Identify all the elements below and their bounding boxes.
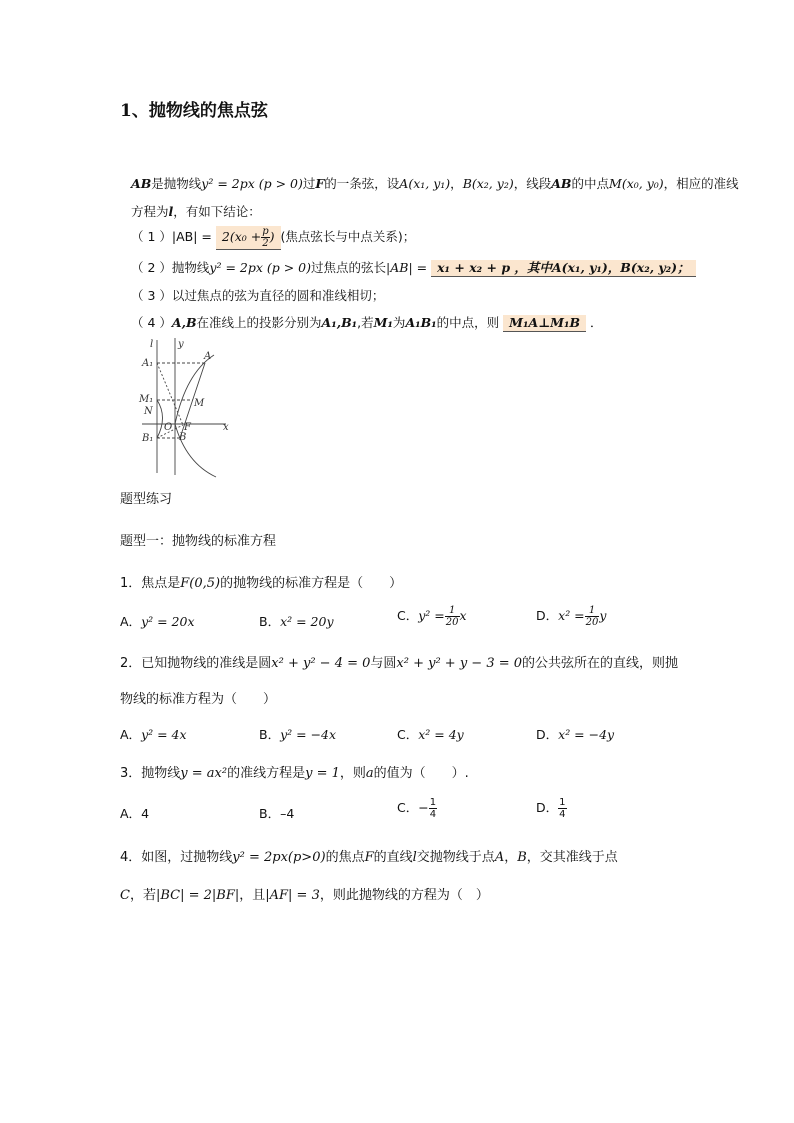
parabola-focal-chord-figure — [128, 335, 238, 480]
intro-line-2: 方程为l，有如下结论： — [131, 204, 261, 219]
conclusion-2: （ 2 ）抛物线y² = 2px (p > 0)过焦点的弦长|AB| = x₁ + x₂ + p ，其中A(x₁, y₁)，B(x₂, y₂)； — [131, 258, 696, 277]
question-4-stem-line-1: 4．如图，过抛物线y² = 2px(p>0)的焦点F的直线l交抛物线于点A，B，交其准线于点 — [120, 850, 618, 865]
label-o: O — [164, 422, 173, 433]
q1-option-c[interactable]: C．y² = $\frac{1}{20}$ x — [397, 605, 467, 628]
q1-option-d[interactable]: D．x² = $\frac{1}{20}$ y — [536, 605, 607, 628]
intro-line-1: AB是抛物线y² = 2px (p > 0)过F的一条弦，设A(x₁, y₁)，B(x₂, y₂)，线段AB的中点M(x₀, y₀)，相应的准线 — [131, 176, 739, 191]
q2-option-d[interactable]: D．x² = −4y — [536, 727, 615, 742]
label-x: x — [223, 422, 229, 433]
label-a1: A₁ — [142, 358, 154, 369]
parabola-diagram — [128, 335, 238, 480]
practice-heading: 题型练习 — [120, 492, 173, 507]
type-1-heading: 题型一：抛物线的标准方程 — [120, 534, 277, 549]
answer-blank-1: 2(x₀ + $\frac{p}{2}$ ) — [216, 226, 281, 250]
label-m: M — [194, 398, 205, 409]
label-l: l — [150, 339, 154, 350]
question-3-stem: 3．抛物线y = ax²的准线方程是y = 1，则a的值为（ ）. — [120, 766, 469, 781]
fraction: $\frac{1}{20}$ — [585, 605, 599, 628]
conclusion-3: （ 3 ）以过焦点的弦为直径的圆和准线相切； — [131, 288, 385, 303]
conclusion-4: （ 4 ）A,B在准线上的投影分别为A₁,B₁,若M₁为A₁B₁的中点，则 M₁A⊥M₁B ． — [131, 315, 603, 330]
label-f: F — [184, 422, 191, 433]
question-2-stem-line-1: 2．已知抛物线的准线是圆x² + y² − 4 = 0与圆x² + y² + y − 3 = 0的公共弦所在的直线，则抛 — [120, 656, 679, 671]
fraction: $\frac{p}{2}$ — [262, 226, 269, 249]
q2-option-c[interactable]: C．x² = 4y — [397, 727, 464, 742]
question-2-stem-line-2: 物线的标准方程为（ ） — [120, 692, 277, 707]
answer-blank-2: x₁ + x₂ + p ，其中A(x₁, y₁)，B(x₂, y₂)； — [431, 260, 695, 277]
fraction: $\frac{1}{20}$ — [445, 605, 459, 628]
label-n: N — [144, 406, 153, 417]
question-4-stem-line-2: C，若|BC| = 2|BF|，且|AF| = 3，则此抛物线的方程为（ ） — [120, 888, 489, 903]
q3-option-d[interactable]: D． $\frac{1}{4}$ — [536, 797, 566, 820]
parabola-curve — [175, 355, 216, 477]
question-1-stem: 1．焦点是F(0,5)的抛物线的标准方程是（ ） — [120, 576, 403, 591]
q3-option-b[interactable]: B．–4 — [259, 806, 295, 821]
fraction: $\frac{1}{4}$ — [559, 797, 566, 820]
q2-option-a[interactable]: A．y² = 4x — [120, 727, 187, 742]
fraction: $\frac{1}{4}$ — [429, 797, 437, 820]
label-y: y — [178, 339, 184, 350]
label-b: B — [179, 432, 187, 443]
circle-arc — [157, 400, 163, 438]
answer-blank-4: M₁A⊥M₁B — [503, 315, 586, 332]
conclusion-1: （ 1 ）|AB| = 2(x₀ + $\frac{p}{2}$ ) (焦点弦长与中点关系)； — [131, 226, 416, 249]
label-m1: M₁ — [139, 394, 154, 405]
q2-option-b[interactable]: B．y² = −4x — [259, 727, 337, 742]
segment-a1f — [157, 363, 183, 425]
label-a: A — [204, 351, 212, 362]
q1-option-b[interactable]: B．x² = 20y — [259, 614, 334, 629]
section-title: 1、抛物线的焦点弦 — [120, 101, 268, 121]
q3-option-c[interactable]: C．− $\frac{1}{4}$ — [397, 797, 437, 820]
label-b1: B₁ — [142, 433, 154, 444]
q1-option-a[interactable]: A．y² = 20x — [120, 614, 195, 629]
q3-option-a[interactable]: A．4 — [120, 806, 150, 821]
